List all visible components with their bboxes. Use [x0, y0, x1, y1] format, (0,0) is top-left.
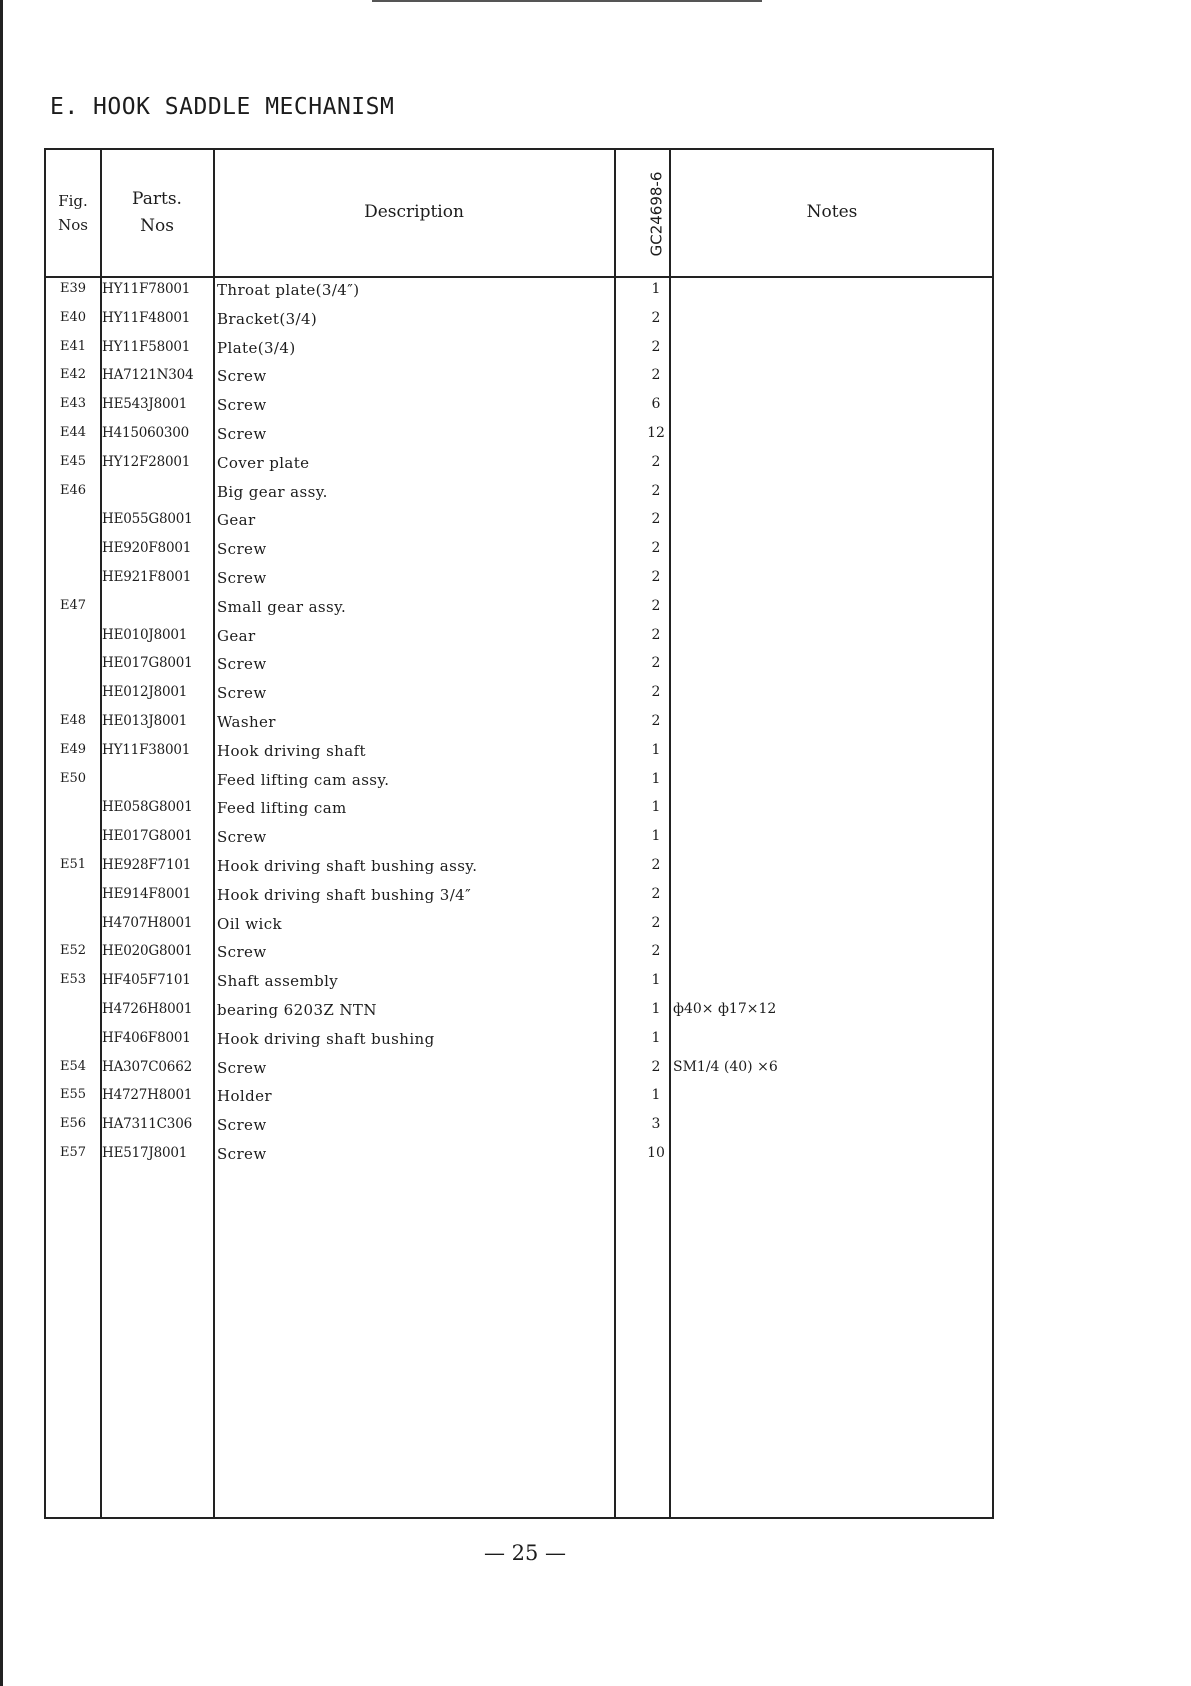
- part-number: HY12F28001: [102, 453, 191, 470]
- description: Screw: [217, 684, 267, 703]
- description: Bracket(3/4): [217, 309, 318, 328]
- fig-number: E40: [60, 309, 87, 325]
- quantity: 1: [651, 828, 661, 845]
- quantity: 2: [651, 540, 661, 557]
- quantity: 2: [651, 712, 661, 729]
- part-number: HF406F8001: [102, 1029, 191, 1046]
- table-row: [46, 881, 992, 910]
- page-title: E. HOOK SADDLE MECHANISM: [50, 94, 395, 120]
- table-row: [46, 478, 992, 507]
- table-row: [46, 420, 992, 449]
- table-row: [46, 996, 992, 1025]
- part-number: HE914F8001: [102, 885, 192, 902]
- header-model-label: GC24698-6: [647, 171, 665, 257]
- quantity: 1: [651, 1029, 661, 1046]
- table-row: [46, 1082, 992, 1111]
- quantity: 2: [651, 943, 661, 960]
- table-row: [46, 967, 992, 996]
- header-fig-line1: Fig.: [58, 192, 88, 210]
- fig-number: E51: [60, 856, 87, 872]
- part-number: HE543J8001: [102, 396, 188, 413]
- quantity: 2: [651, 511, 661, 528]
- table-row: [46, 362, 992, 391]
- quantity: 1: [651, 1000, 661, 1017]
- quantity: 2: [651, 856, 661, 873]
- part-number: HE012J8001: [102, 684, 188, 701]
- table-row: [46, 391, 992, 420]
- part-number: HE517J8001: [102, 1144, 188, 1161]
- fig-number: E45: [60, 453, 87, 469]
- description: Screw: [217, 655, 267, 674]
- quantity: 2: [651, 597, 661, 614]
- quantity: 2: [651, 885, 661, 902]
- table-row: [46, 823, 992, 852]
- notes: ф40× ф17×12: [673, 1000, 777, 1017]
- top-rule: [372, 0, 762, 2]
- fig-number: E53: [60, 972, 87, 988]
- fig-number: E41: [60, 338, 87, 354]
- description: Cover plate: [217, 453, 310, 472]
- header-parts-line2: Nos: [140, 216, 174, 236]
- description: Screw: [217, 828, 267, 847]
- part-number: HE058G8001: [102, 799, 193, 816]
- description: Screw: [217, 540, 267, 559]
- description: Hook driving shaft: [217, 741, 366, 760]
- table-row: [46, 276, 992, 305]
- description: bearing 6203Z NTN: [217, 1000, 377, 1019]
- part-number: H415060300: [102, 424, 190, 441]
- part-number: HE928F7101: [102, 856, 192, 873]
- quantity: 2: [651, 309, 661, 326]
- description: Feed lifting cam: [217, 799, 347, 818]
- quantity: 1: [651, 972, 661, 989]
- description: Gear: [217, 626, 256, 645]
- part-number: HE017G8001: [102, 828, 193, 845]
- quantity: 2: [651, 1058, 661, 1075]
- quantity: 1: [651, 770, 661, 787]
- table-row: [46, 679, 992, 708]
- description: Plate(3/4): [217, 338, 296, 357]
- table-row: [46, 506, 992, 535]
- description: Small gear assy.: [217, 597, 347, 616]
- quantity: 2: [651, 626, 661, 643]
- part-number: HA7311C306: [102, 1116, 192, 1133]
- table-row: [46, 794, 992, 823]
- description: Screw: [217, 396, 267, 415]
- quantity: 2: [651, 482, 661, 499]
- quantity: 2: [651, 684, 661, 701]
- description: Oil wick: [217, 914, 282, 933]
- part-number: HE921F8001: [102, 568, 192, 585]
- quantity: 1: [651, 1087, 661, 1104]
- table-row: [46, 650, 992, 679]
- table-row: [46, 910, 992, 939]
- description: Big gear assy.: [217, 482, 328, 501]
- fig-number: E43: [60, 396, 87, 412]
- quantity: 6: [651, 396, 661, 413]
- description: Screw: [217, 1144, 267, 1163]
- part-number: HY11F38001: [102, 741, 191, 758]
- table-row: [46, 938, 992, 967]
- table-row: [46, 535, 992, 564]
- part-number: HE017G8001: [102, 655, 193, 672]
- table-row: [46, 1140, 992, 1169]
- quantity: 10: [647, 1144, 665, 1161]
- part-number: HE010J8001: [102, 626, 188, 643]
- part-number: H4726H8001: [102, 1000, 193, 1017]
- quantity: 2: [651, 453, 661, 470]
- quantity: 2: [651, 914, 661, 931]
- fig-number: E42: [60, 367, 87, 383]
- quantity: 1: [651, 799, 661, 816]
- quantity: 12: [647, 424, 665, 441]
- scan-edge: [0, 0, 3, 1686]
- description: Screw: [217, 943, 267, 962]
- fig-number: E57: [60, 1144, 87, 1160]
- table-row: [46, 1054, 992, 1083]
- quantity: 2: [651, 338, 661, 355]
- description: Screw: [217, 568, 267, 587]
- fig-number: E54: [60, 1058, 87, 1074]
- part-number: H4707H8001: [102, 914, 193, 931]
- part-number: HA7121N304: [102, 367, 194, 384]
- description: Shaft assembly: [217, 972, 339, 991]
- table-row: [46, 852, 992, 881]
- notes: SM1/4 (40) ×6: [673, 1058, 778, 1075]
- fig-number: E49: [60, 741, 87, 757]
- header-fig-nos: [46, 150, 100, 276]
- fig-number: E46: [60, 482, 87, 498]
- part-number: HY11F48001: [102, 309, 191, 326]
- table-row: [46, 622, 992, 651]
- part-number: HY11F58001: [102, 338, 191, 355]
- quantity: 3: [651, 1116, 661, 1133]
- table-row: [46, 1025, 992, 1054]
- description: Washer: [217, 712, 276, 731]
- description: Holder: [217, 1087, 272, 1106]
- page-number: — 25 —: [483, 1541, 567, 1565]
- quantity: 1: [651, 741, 661, 758]
- description: Screw: [217, 367, 267, 386]
- parts-table: [44, 148, 994, 1519]
- part-number: HY11F78001: [102, 281, 191, 297]
- description: Hook driving shaft bushing assy.: [217, 856, 478, 875]
- table-row: [46, 1111, 992, 1140]
- fig-number: E44: [60, 424, 87, 440]
- part-number: HE055G8001: [102, 511, 193, 528]
- table-body: [46, 276, 992, 1169]
- table-row: [46, 305, 992, 334]
- fig-number: E47: [60, 597, 87, 613]
- part-number: HF405F7101: [102, 972, 191, 989]
- description: Feed lifting cam assy.: [217, 770, 390, 789]
- quantity: 2: [651, 568, 661, 585]
- description: Gear: [217, 511, 256, 530]
- part-number: HA307C0662: [102, 1058, 192, 1075]
- header-parts-line1: Parts.: [132, 188, 182, 209]
- fig-number: E56: [60, 1116, 87, 1132]
- header-notes: Notes: [806, 202, 858, 223]
- description: Throat plate(3/4″): [217, 281, 360, 299]
- fig-number: E39: [60, 281, 87, 296]
- table-row: [46, 737, 992, 766]
- part-number: HE920F8001: [102, 540, 192, 557]
- header-fig-line2: Nos: [58, 216, 88, 234]
- description: Hook driving shaft bushing 3/4″: [217, 885, 472, 904]
- table-row: [46, 449, 992, 478]
- header-description: Description: [364, 202, 464, 223]
- quantity: 1: [651, 281, 661, 297]
- description: Screw: [217, 1058, 267, 1077]
- table-row: [46, 708, 992, 737]
- description: Hook driving shaft bushing: [217, 1029, 435, 1048]
- quantity: 2: [651, 655, 661, 672]
- table-row: [46, 334, 992, 363]
- part-number: HE020G8001: [102, 943, 193, 960]
- fig-number: E55: [60, 1087, 87, 1103]
- header-parts-nos: [101, 150, 213, 276]
- part-number: HE013J8001: [102, 712, 188, 729]
- part-number: H4727H8001: [102, 1087, 193, 1104]
- fig-number: E48: [60, 712, 87, 728]
- table-row: [46, 766, 992, 795]
- description: Screw: [217, 1116, 267, 1135]
- fig-number: E52: [60, 943, 87, 959]
- fig-number: E50: [60, 770, 87, 786]
- table-row: [46, 564, 992, 593]
- quantity: 2: [651, 367, 661, 384]
- table-row: [46, 593, 992, 622]
- description: Screw: [217, 424, 267, 443]
